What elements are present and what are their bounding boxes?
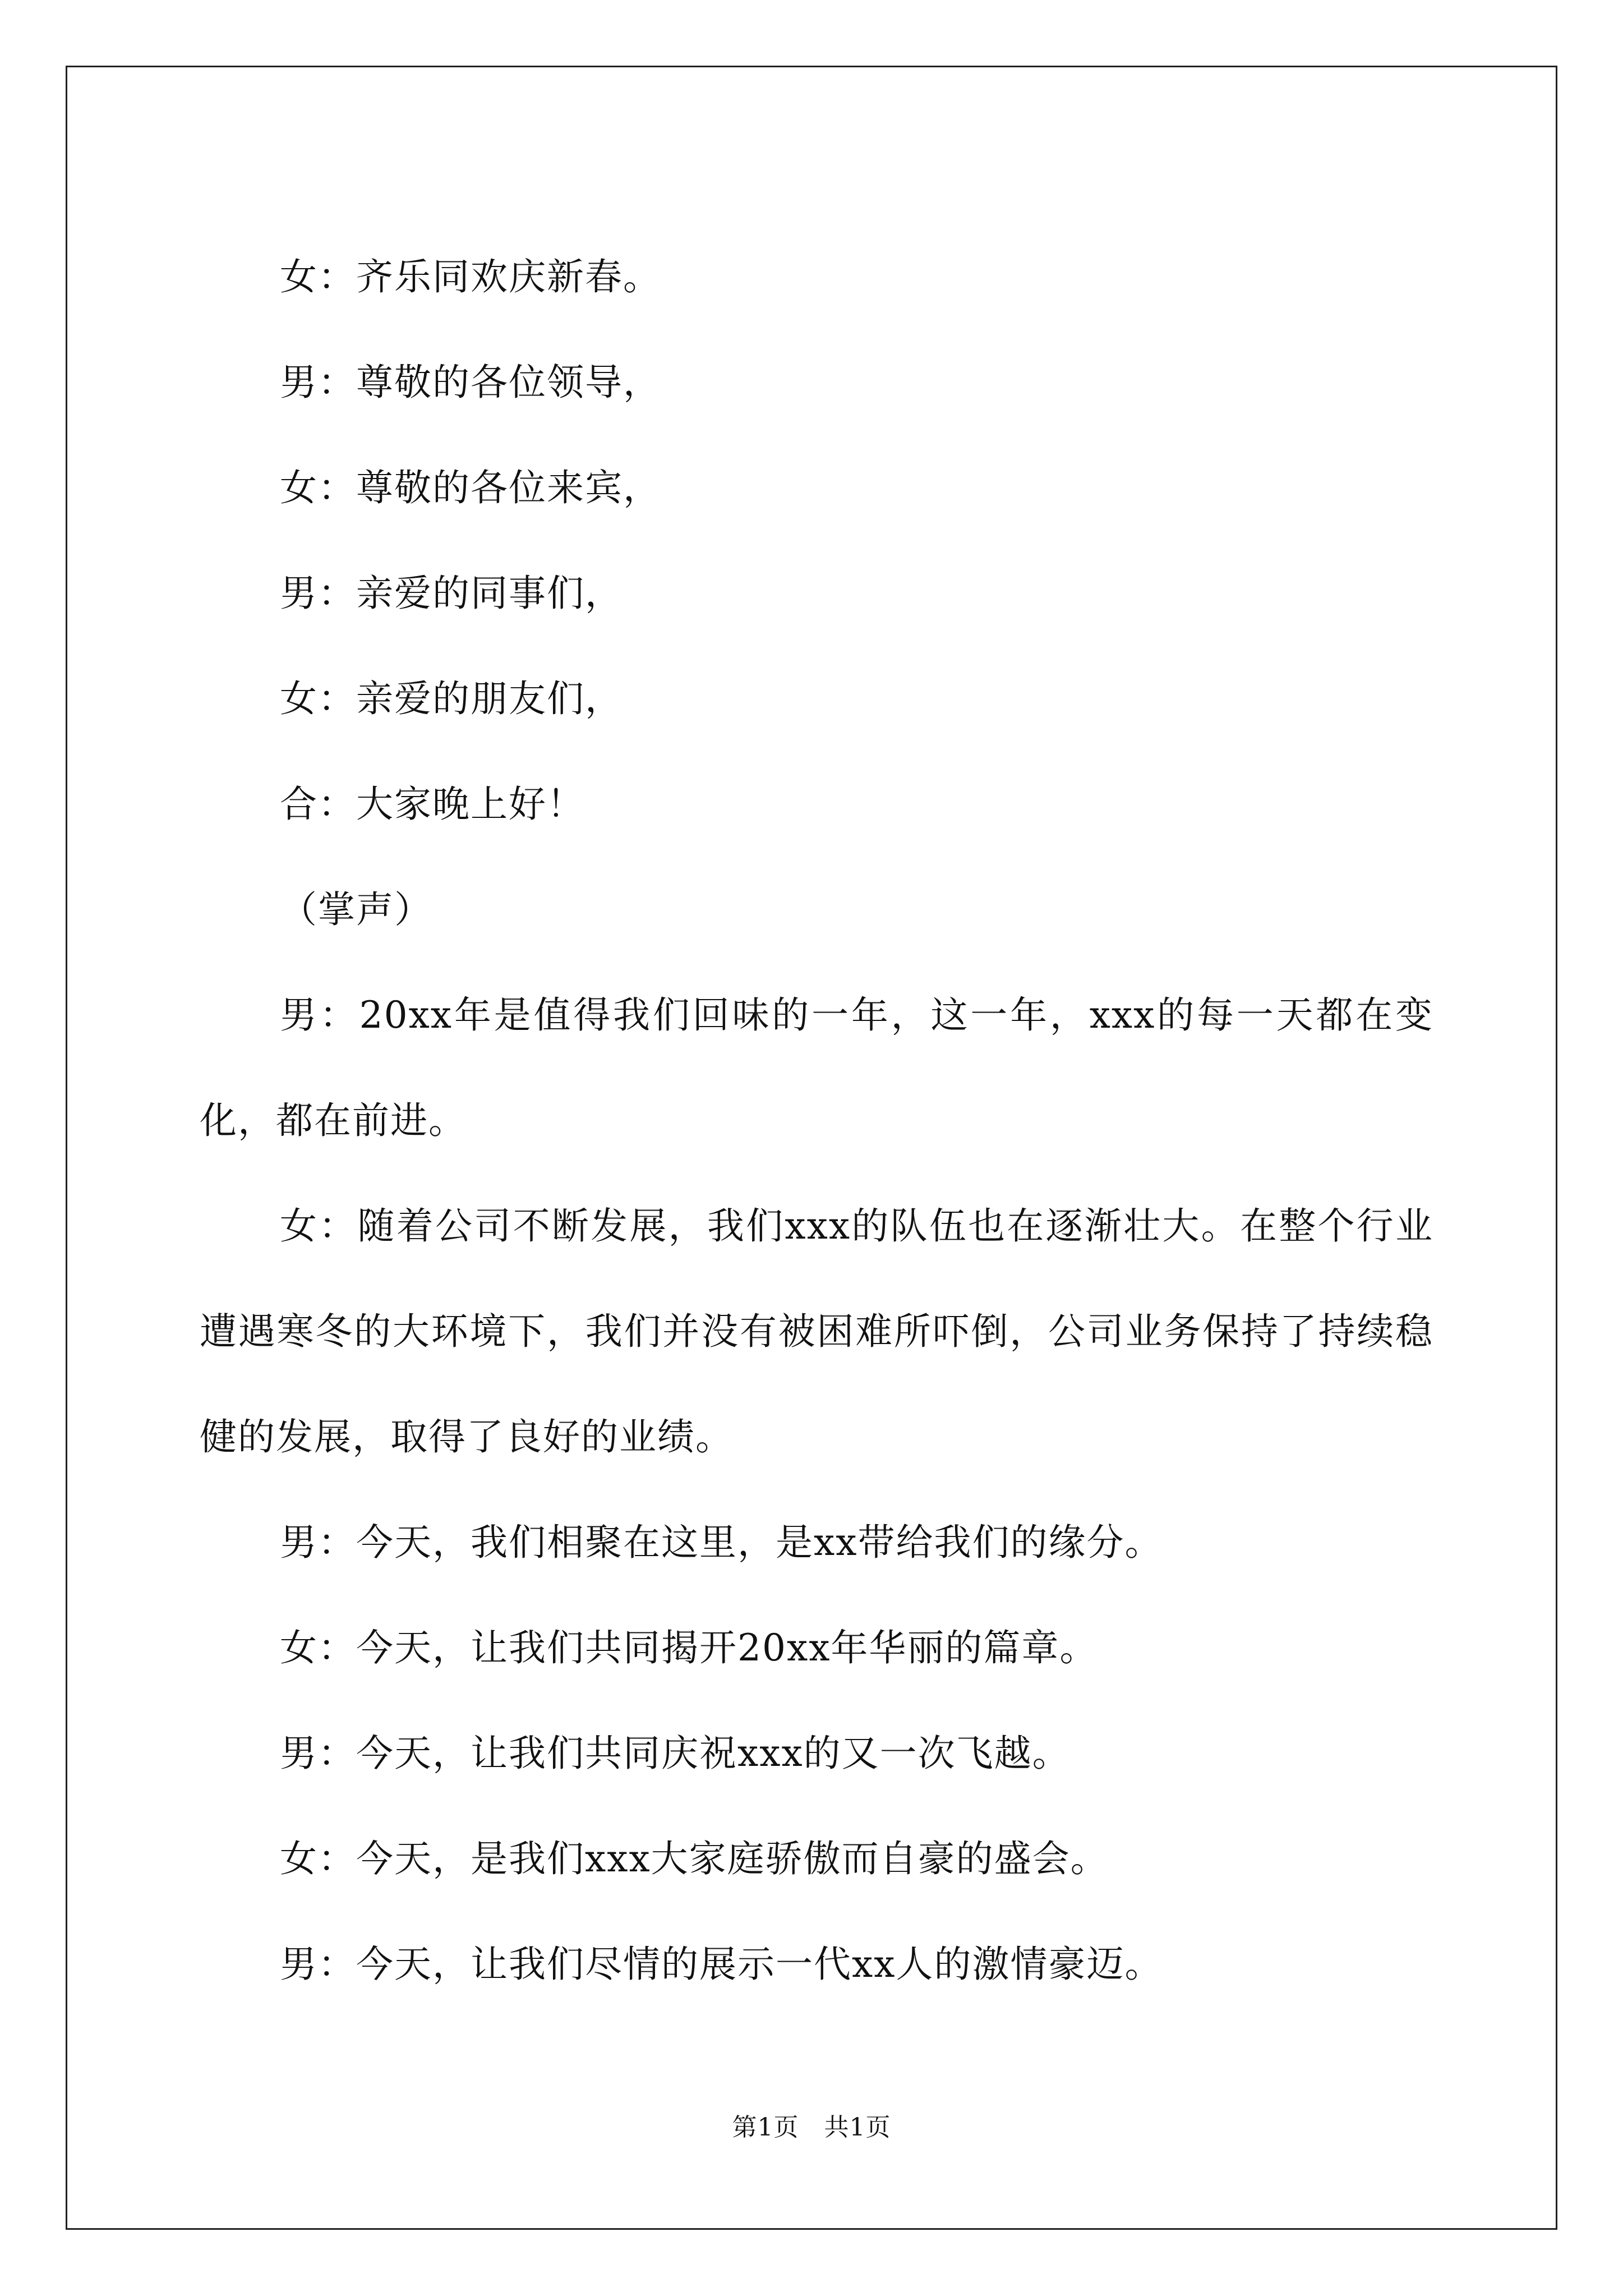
paragraph-12: 男：今天，让我们共同庆祝xxx的又一次飞越。 [280,1732,1071,1775]
paragraph-5: 女：亲爱的朋友们， [280,677,623,720]
paragraph-7: （掌声） [280,888,432,931]
page-footer: 第1页 共1页 [732,2113,891,2142]
paragraph-2: 男：尊敬的各位领导， [280,361,661,404]
paragraph-11: 女：今天，让我们共同揭开20xx年华丽的篇章。 [280,1626,1098,1669]
document-body [200,224,1433,2017]
paragraph-10: 男：今天，我们相聚在这里，是xx带给我们的缘分。 [280,1521,1163,1564]
paragraph-4: 男：亲爱的同事们， [280,572,623,615]
paragraph-3: 女：尊敬的各位来宾， [280,466,661,509]
paragraph-14: 男：今天，让我们尽情的展示一代xx人的激情豪迈。 [280,1943,1163,1986]
paragraph-8: 男：20xx年是值得我们回味的一年，这一年，xxx的每一天都在变化，都在前进。 [200,993,1433,1142]
paragraph-9: 女：随着公司不断发展，我们xxx的队伍也在逐渐壮大。在整个行业遭遇寒冬的大环境下，我们并没有被困难所吓倒，公司业务保持了持续稳健的发展，取得了良好的业绩。 [200,1204,1433,1458]
paragraph-1: 女：齐乐同欢庆新春。 [280,255,661,298]
paragraph-13: 女：今天，是我们xxx大家庭骄傲而自豪的盛会。 [280,1837,1109,1880]
paragraph-6: 合：大家晚上好！ [280,783,585,826]
